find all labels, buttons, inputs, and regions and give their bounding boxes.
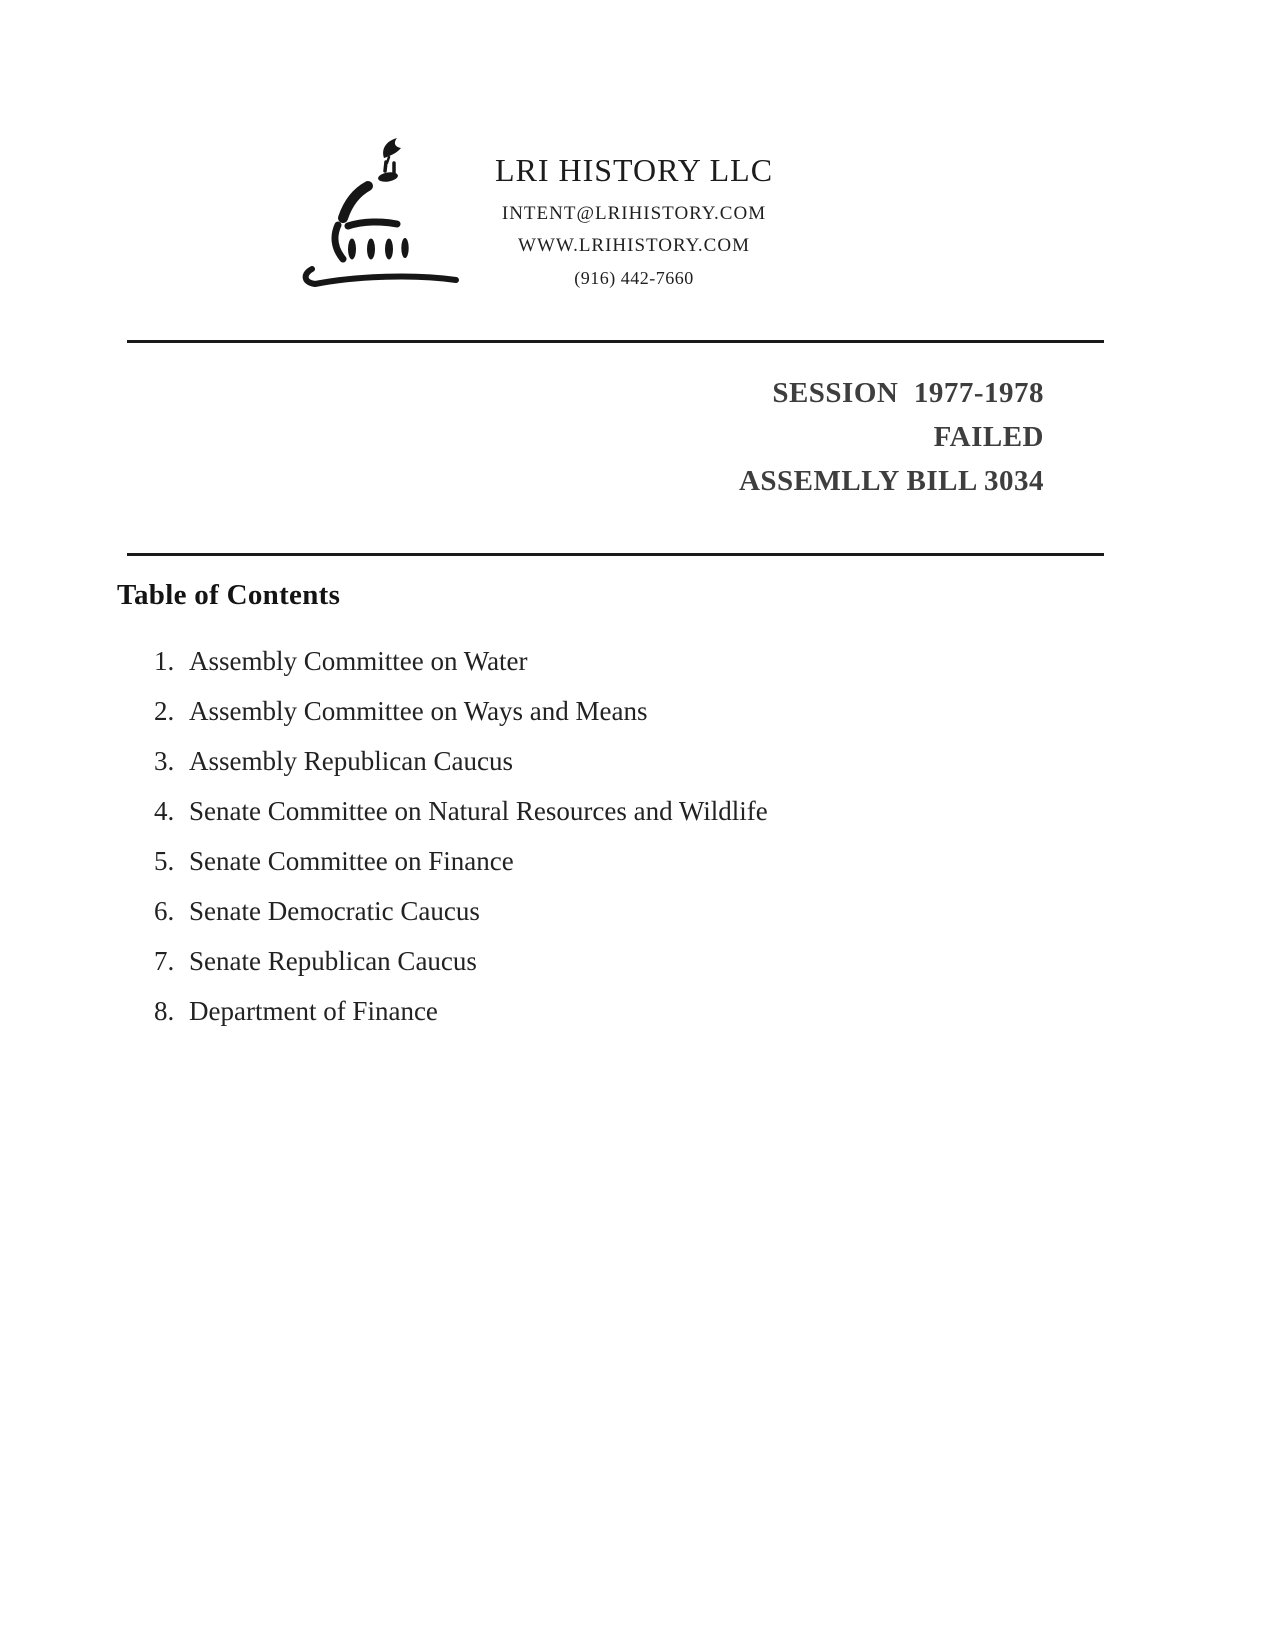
org-website: WWW.LRIHISTORY.COM (518, 235, 750, 256)
toc-item: 8. Department of Finance (181, 997, 1117, 1026)
toc-item: 7. Senate Republican Caucus (181, 947, 1117, 976)
org-phone: (916) 442-7660 (574, 268, 694, 288)
toc-item: 6. Senate Democratic Caucus (181, 897, 1117, 926)
session-line: FAILED (933, 421, 1044, 453)
session-line: SESSION 1977-1978 (772, 377, 1044, 409)
toc-item: 1. Assembly Committee on Water (181, 647, 1117, 676)
toc-list (117, 647, 1117, 1026)
org-email: INTENT@LRIHISTORY.COM (501, 203, 767, 224)
capitol-dome-icon (296, 130, 464, 292)
toc-item: 2. Assembly Committee on Ways and Means (181, 697, 1117, 726)
toc-item: 4. Senate Committee on Natural Resources and Wildlife (181, 797, 1117, 826)
table-of-contents (117, 577, 1117, 1047)
org-name: LRI HISTORY LLC (494, 152, 774, 188)
toc-title: Table of Contents (117, 579, 341, 611)
session-block (739, 371, 1044, 503)
toc-item: 5. Senate Committee on Finance (181, 847, 1117, 876)
session-line: ASSEMLLY BILL 3034 (738, 465, 1044, 497)
divider-bottom (127, 553, 1104, 556)
toc-item: 3. Assembly Republican Caucus (181, 747, 1117, 776)
divider-top (127, 340, 1104, 343)
letterhead (464, 150, 804, 289)
